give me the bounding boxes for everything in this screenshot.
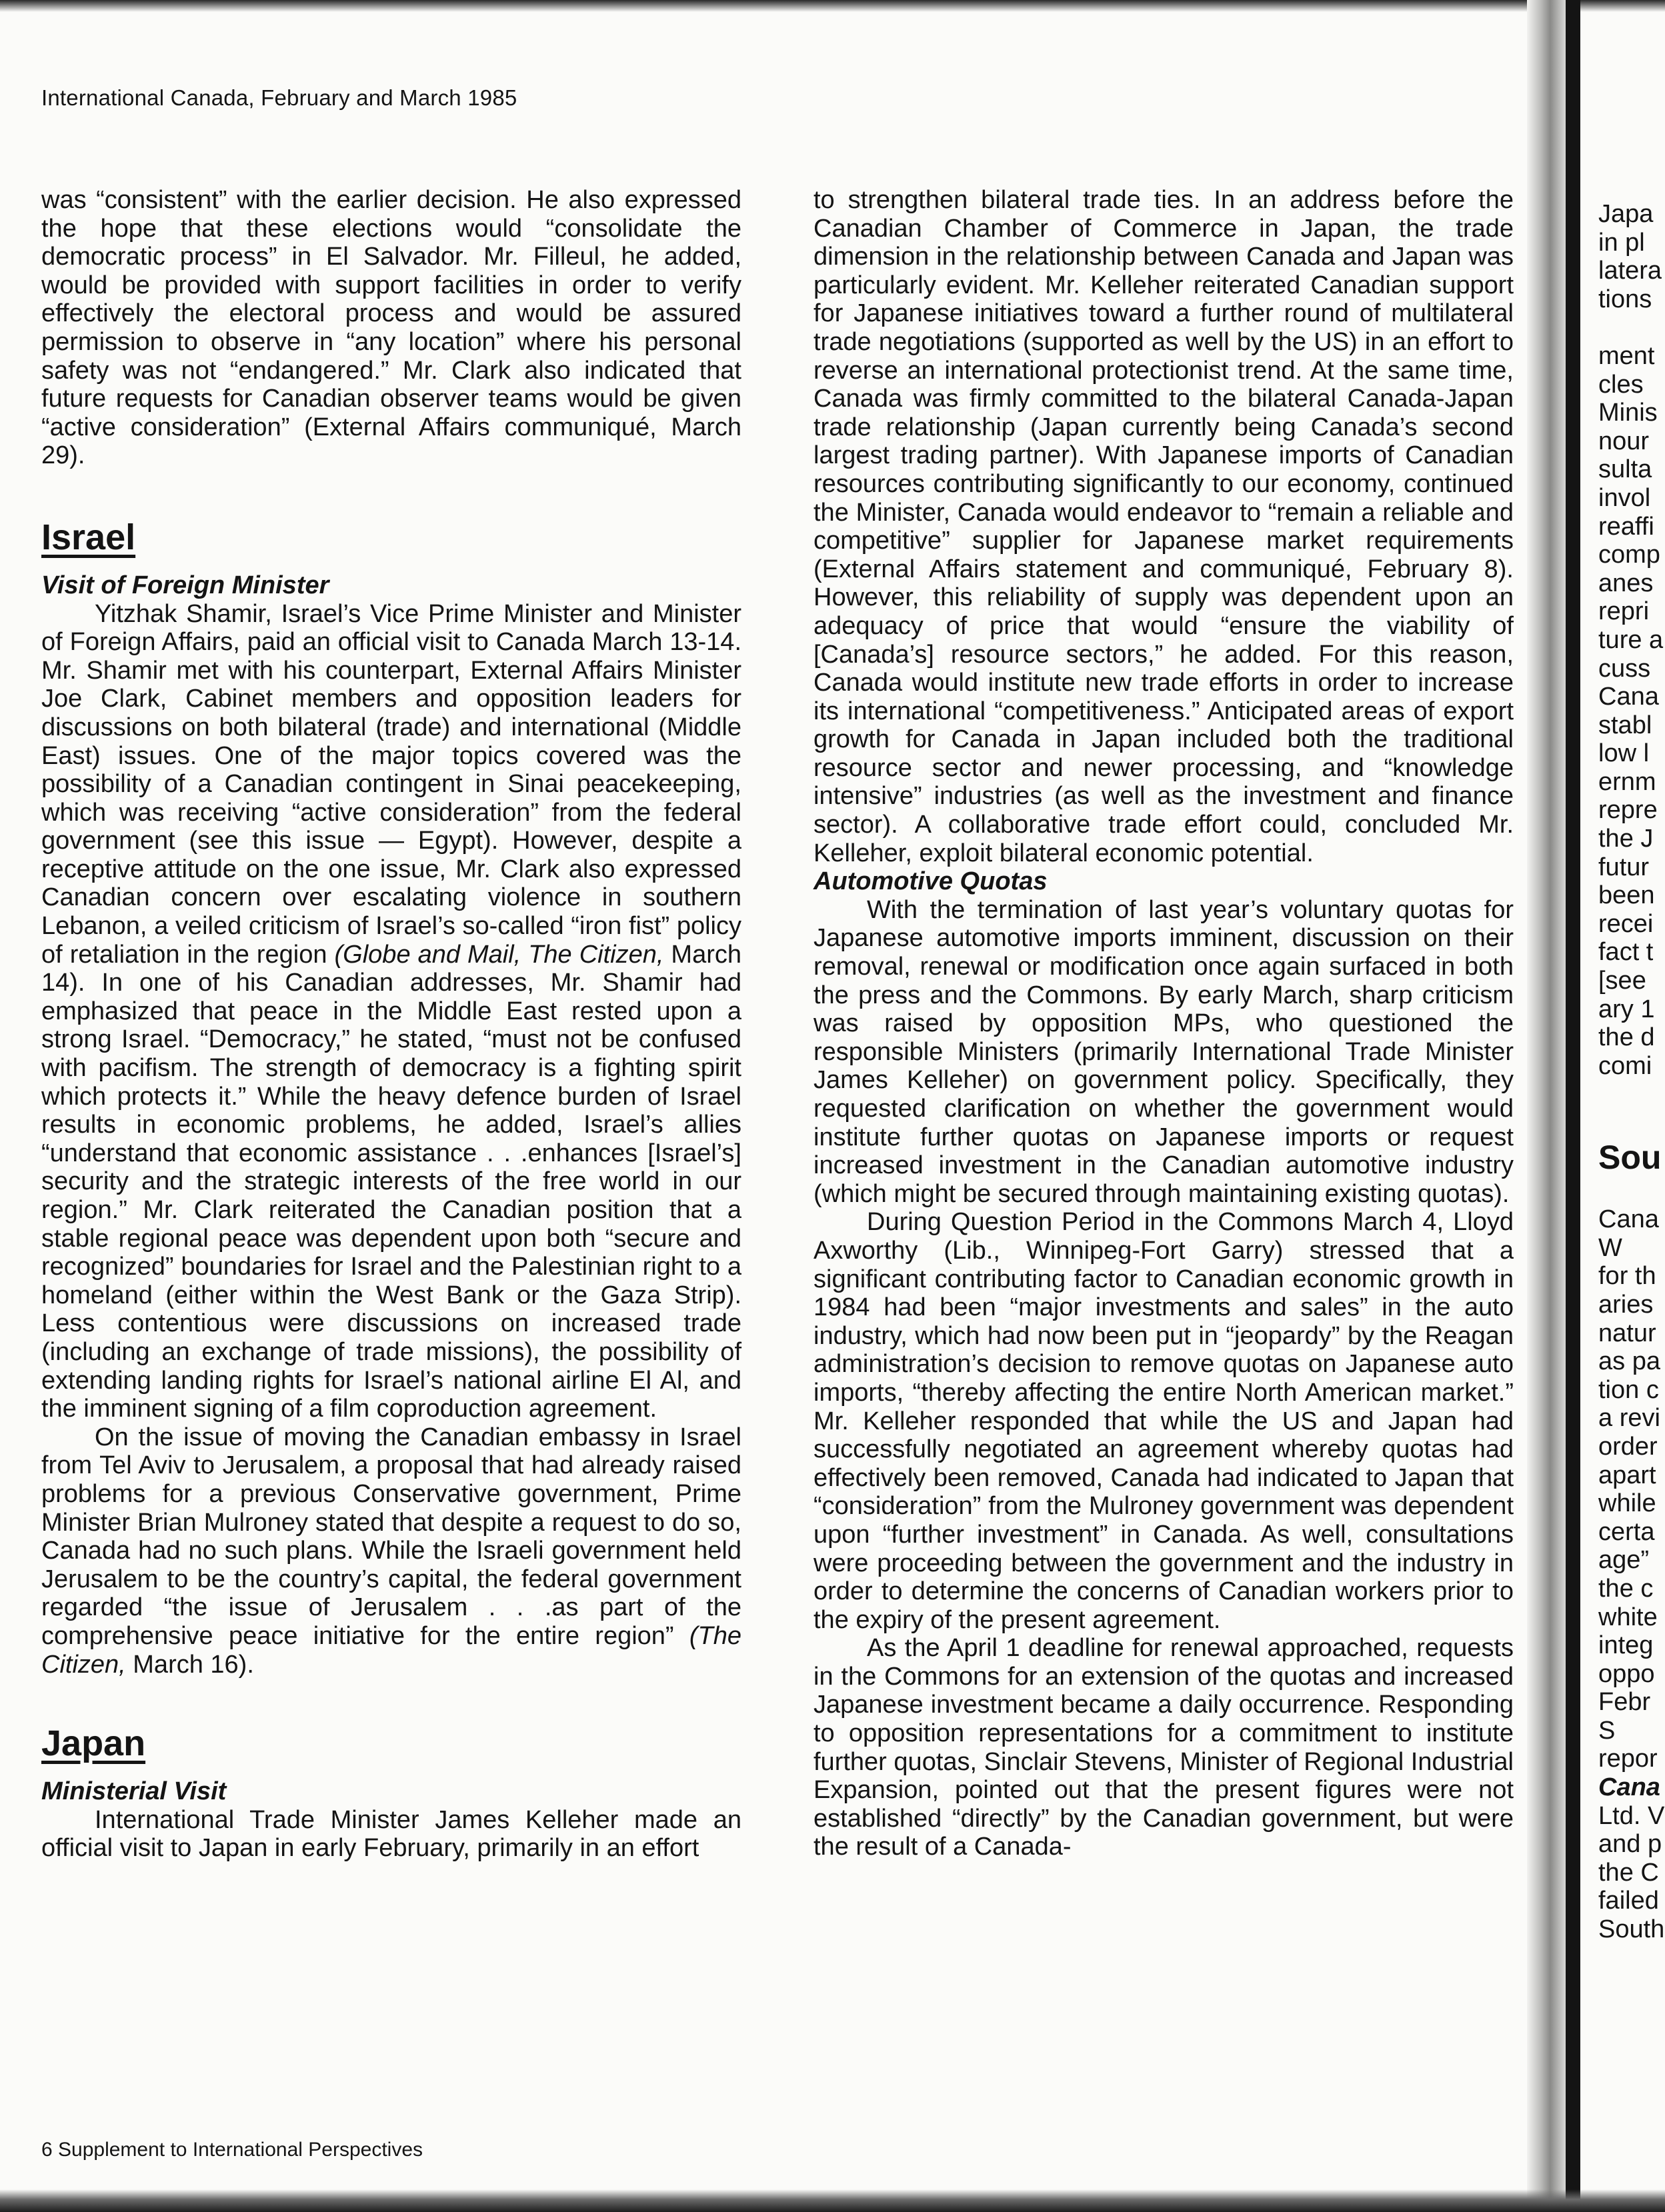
running-head: International Canada, February and March 1985: [41, 85, 517, 110]
facing-page-line-fragment: S: [1598, 1716, 1616, 1745]
facing-page-line-fragment: stabl: [1598, 711, 1652, 739]
facing-page-line-fragment: in pl: [1598, 228, 1645, 257]
facing-page-line-fragment: Minis: [1598, 399, 1658, 427]
left-column: [41, 186, 741, 1863]
facing-page-line-fragment: Cana: [1598, 1773, 1660, 1802]
facing-page-line-fragment: apart: [1598, 1461, 1656, 1489]
facing-page-line-fragment: latera: [1598, 257, 1662, 285]
facing-page-line-fragment: aries: [1598, 1290, 1654, 1319]
paragraph-japan-ministerial-visit: International Trade Minister James Kelleher made an official visit to Japan in early February, primarily in an effort: [41, 1805, 741, 1863]
facing-page-line-fragment: [1598, 313, 1665, 342]
facing-page-line-fragment: for th: [1598, 1262, 1656, 1291]
facing-page-line-fragment: ture a: [1598, 625, 1664, 654]
paragraph-israel-visit: Yitzhak Shamir, Israel’s Vice Prime Minister and Minister of Foreign Affairs, paid an official visit to Canada March 13-14. Mr. Shamir met with his counterpart, External Affairs Minister Joe Clark, Cabinet members and opposition leaders for discussions on both bilateral (trade) and international (Middle East) issues. One of the major topics covered was the possibility of a Canadian contingent in Sinai peacekeeping, which was receiving “active consideration” from the federal government (see this issue — Egypt). However, despite a receptive attitude on the one issue, Mr. Clark also expressed Canadian concern over escalating violence in southern Lebanon, a veiled criticism of Israel’s so-called “iron fist” policy of retaliation in the region (Globe and Mail, The Citizen, March 14). In one of his Canadian addresses, Mr. Shamir had emphasized that peace in the Middle East rested upon a strong Israel. “Democracy,” he stated, “must not be confused with pacifism. The strength of democracy is a fighting spirit which protects it.” While the heavy defence burden of Israel results in economic problems, he added, Israel’s allies “understand that economic assistance . . .enhances [Israel’s] security and the strategic interests of the free world in our region.” Mr. Clark reiterated the Canadian position that a stable regional peace was dependent upon both “secure and recognized” boundaries for Israel and the Palestinian right to a homeland (either within the West Bank or the Gaza Strip). Less contentious were discussions on increased trade (including an exchange of trade missions), the possibility of extending landing rights for Israel’s national airline El Al, and the imminent signing of a film coproduction agreement.: [41, 599, 742, 1423]
facing-page-line-fragment: natur: [1598, 1319, 1656, 1347]
facing-page-line-fragment: a revi: [1598, 1404, 1660, 1433]
book-spine-edge: [1566, 0, 1580, 2212]
facing-page-line-fragment: Febr: [1598, 1688, 1651, 1717]
paragraph-el-salvador-continued: was “consistent” with the earlier decision. He also expressed the hope that these elections would “consolidate the democratic process” in El Salvador. Mr. Filleul, he added, would be provided with support facilities in order to verify effectively the electoral process and would be assured permission to observe in “any location” where his personal safety was not “endangered.” Mr. Clark also indicated that future requests for Canadian observer teams would be given “active consideration” (External Affairs communiqué, March 29).: [41, 186, 741, 470]
facing-page-line-fragment: ary 1: [1598, 995, 1655, 1023]
facing-page-cropped-column: [1598, 200, 1665, 1944]
paragraph-israel-embassy: On the issue of moving the Canadian embassy in Israel from Tel Aviv to Jerusalem, a proposal that had already raised problems for a previous Conservative government, Prime Minister Brian Mulroney stated that despite a request to do so, Canada had no such plans. While the Israeli government held Jerusalem to be the country’s capital, the federal government regarded “the issue of Jerusalem . . .as part of the comprehensive peace initiative for the entire region” (The Citizen, March 16).: [41, 1423, 741, 1679]
facing-page-line-fragment: age”: [1598, 1546, 1650, 1575]
facing-page-line-fragment: tion c: [1598, 1375, 1659, 1404]
facing-page-line-fragment: the J: [1598, 825, 1654, 853]
section-heading-israel: Israel: [41, 517, 136, 557]
facing-page-line-fragment: anes: [1598, 569, 1654, 597]
facing-page-line-fragment: repri: [1598, 597, 1650, 626]
facing-page-line-fragment: cles: [1598, 370, 1644, 399]
facing-page-line-fragment: tions: [1598, 285, 1652, 313]
page-top-edge-shadow: [0, 0, 1665, 12]
facing-page-line-fragment: Sou: [1598, 1138, 1662, 1176]
facing-page-line-fragment: integ: [1598, 1631, 1654, 1660]
section-heading-japan: Japan: [41, 1723, 146, 1764]
facing-page-line-fragment: the C: [1598, 1858, 1659, 1887]
facing-page-line-fragment: [1598, 1177, 1665, 1206]
facing-page-line-fragment: white: [1598, 1603, 1658, 1631]
subheading-visit-of-foreign-minister: Visit of Foreign Minister: [41, 571, 329, 599]
book-gutter-shadow: [1527, 0, 1566, 2212]
facing-page-line-fragment: South: [1598, 1915, 1665, 1944]
facing-page-line-fragment: fact t: [1598, 938, 1654, 967]
facing-page-line-fragment: as pa: [1598, 1347, 1660, 1376]
paragraph-automotive-quotas-1: With the termination of last year’s voluntary quotas for Japanese automotive imports imminent, discussion on their removal, renewal or modification once again surfaced in both the press and the Commons. By early March, sharp criticism was raised by opposition MPs, who questioned the responsible Ministers (primarily International Trade Minister James Kelleher) on government policy. Specifically, they requested clarification on whether the government would institute further quotas on Japanese imports or request increased investment in the Canadian automotive industry (which might be secured through maintaining existing quotas).: [813, 895, 1514, 1208]
facing-page-line-fragment: W: [1598, 1233, 1622, 1262]
facing-page-line-fragment: Cana: [1598, 683, 1659, 711]
facing-page-line-fragment: Ltd. V: [1598, 1801, 1665, 1830]
facing-page-line-fragment: Cana: [1598, 1205, 1659, 1234]
facing-page-line-fragment: reaffi: [1598, 512, 1654, 541]
paragraph-automotive-quotas-2: During Question Period in the Commons March 4, Lloyd Axworthy (Lib., Winnipeg-Fort Garry) stressed that a significant contributing factor to Canadian economic growth in 1984 had been “major investments and sales” in the auto industry, which had now been put in “jeopardy” by the Reagan administration’s decision to remove quotas on Japanese auto imports, “thereby affecting the entire North American market.” Mr. Kelleher responded that while the US and Japan had successfully negotiated an agreement whereby quotas had effectively been removed, Canada had indicated to Japan that “consideration” from the Mulroney government was dependent upon “further investment” in Canada. As well, consultations were proceeding between the government and the industry in order to determine the concerns of Canadian workers prior to the expiry of the present agreement.: [813, 1208, 1514, 1634]
facing-page-line-fragment: low l: [1598, 739, 1650, 768]
page-bottom-edge-shadow: [0, 2189, 1665, 2212]
subheading-automotive-quotas: Automotive Quotas: [813, 867, 1048, 896]
facing-page-line-fragment: [1598, 1109, 1665, 1137]
facing-page-line-fragment: [see: [1598, 967, 1646, 995]
facing-page-line-fragment: comi: [1598, 1051, 1652, 1080]
facing-page-line-fragment: order: [1598, 1432, 1658, 1461]
middle-column: [813, 186, 1514, 1861]
facing-page-line-fragment: Japa: [1598, 200, 1654, 228]
facing-page-line-fragment: been: [1598, 881, 1655, 910]
paragraph-japan-trade-continued: to strengthen bilateral trade ties. In an address before the Canadian Chamber of Commerce in Japan, the trade dimension in the relationship between Canada and Japan was particularly evident. Mr. Kelleher reiterated Canadian support for Japanese initiatives toward a further round of multilateral trade negotiations (supported as well by the US) in an effort to reverse an international protectionist trend. At the same time, Canada was firmly committed to the bilateral Canada-Japan trade relationship (Japan currently being Canada’s second largest trading partner). With Japanese imports of Canadian resources contributing significantly to our economy, continued the Minister, Canada would endeavor to “remain a reliable and competitive” supplier for Japanese market requirements (External Affairs statement and communiqué, February 8). However, this reliability of supply was dependent upon an adequacy of price that would “ensure the viability of [Canada’s] resource sectors,” he added. For this reason, Canada would institute new trade efforts in order to increase its international “competitiveness.” Anticipated areas of export growth for Canada in Japan included both the traditional resource sector and newer processing, and “knowledge intensive” industries (as well as the investment and finance sector). A collaborative trade effort could, concluded Mr. Kelleher, exploit bilateral economic potential.: [813, 186, 1514, 867]
facing-page-line-fragment: invol: [1598, 483, 1651, 512]
facing-page-line-fragment: ernm: [1598, 767, 1656, 796]
facing-page-line-fragment: the d: [1598, 1023, 1655, 1052]
paragraph-automotive-quotas-3: As the April 1 deadline for renewal approached, requests in the Commons for an extension of the quotas and increased Japanese investment became a daily occurrence. Responding to opposition representations for a commitment to institute further quotas, Sinclair Stevens, Minister of Regional Industrial Expansion, pointed out that the present figures were not established “directly” by the Canadian government, but were the result of a Canada-: [813, 1634, 1514, 1861]
facing-page-line-fragment: recei: [1598, 909, 1654, 938]
facing-page-line-fragment: the c: [1598, 1574, 1654, 1603]
facing-page-line-fragment: certa: [1598, 1517, 1655, 1546]
facing-page-line-fragment: sulta: [1598, 455, 1652, 484]
facing-page-line-fragment: comp: [1598, 541, 1660, 569]
facing-page-line-fragment: ment: [1598, 341, 1655, 370]
facing-page-line-fragment: failed: [1598, 1887, 1659, 1915]
facing-page-line-fragment: oppo: [1598, 1659, 1655, 1688]
facing-page-line-fragment: [1598, 1080, 1665, 1109]
page-footer: 6 Supplement to International Perspectives: [41, 2139, 423, 2161]
subheading-ministerial-visit: Ministerial Visit: [41, 1777, 227, 1806]
facing-page-line-fragment: repor: [1598, 1745, 1658, 1773]
facing-page-line-fragment: and p: [1598, 1830, 1662, 1859]
facing-page-line-fragment: while: [1598, 1489, 1656, 1518]
facing-page-line-fragment: nour: [1598, 427, 1650, 455]
facing-page-line-fragment: repre: [1598, 796, 1658, 825]
facing-page-line-fragment: futur: [1598, 853, 1650, 881]
facing-page-line-fragment: cuss: [1598, 654, 1651, 683]
